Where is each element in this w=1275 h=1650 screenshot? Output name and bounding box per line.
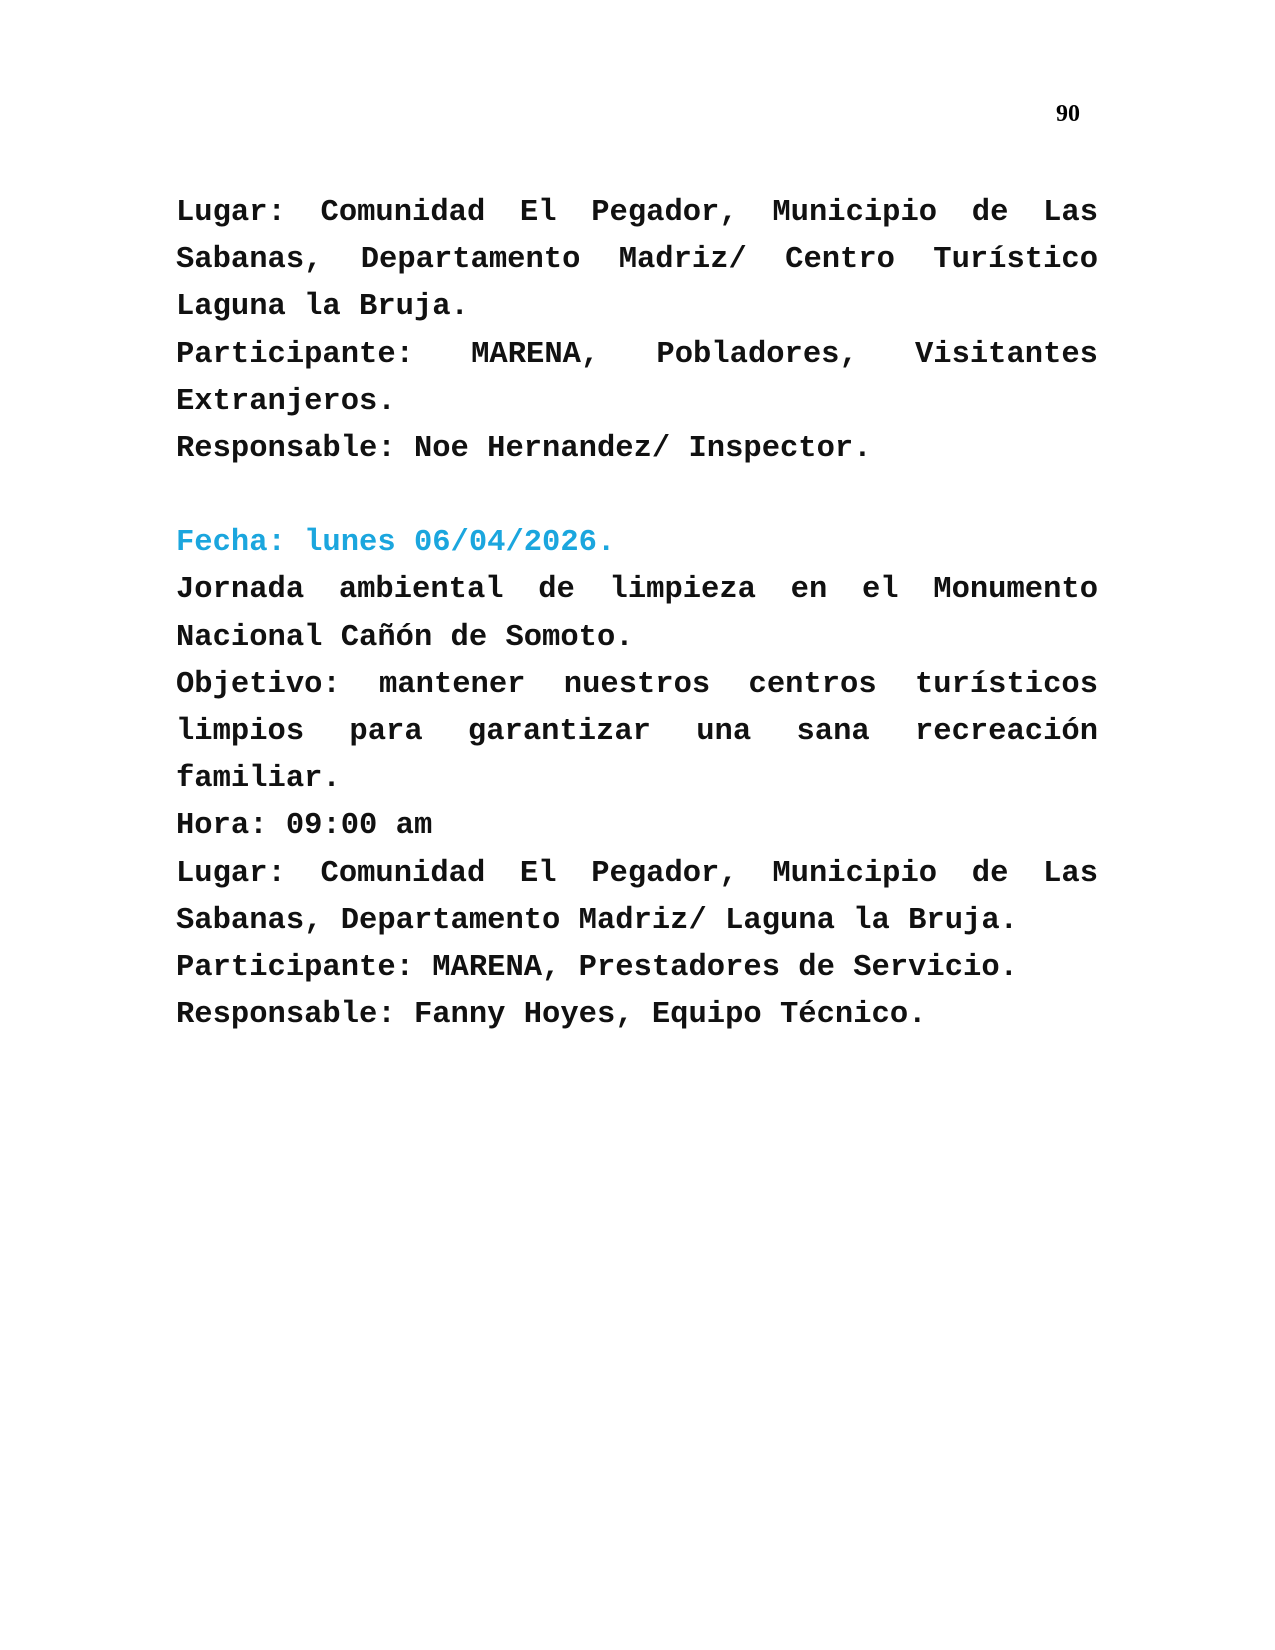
date-heading: Fecha: lunes 06/04/2026. <box>176 526 616 561</box>
objective-text: Objetivo: mantener nuestros centros turísticos limpios para garantizar una sana recreación familiar. <box>176 667 1098 797</box>
activity-title: Jornada ambiental de limpieza en el Monumento Nacional Cañón de Somoto. <box>176 573 1098 655</box>
participants-text: Participante: MARENA, Prestadores de Servicio. <box>176 951 1018 986</box>
activity-block-previous <box>176 190 1098 473</box>
time-text: Hora: 09:00 am <box>176 809 433 844</box>
document-body <box>176 190 1098 1039</box>
responsible-text: Responsable: Noe Hernandez/ Inspector. <box>176 432 872 467</box>
participants-text: Participante: MARENA, Pobladores, Visitantes Extranjeros. <box>176 337 1098 419</box>
section-spacer <box>176 473 1098 520</box>
location-text: Lugar: Comunidad El Pegador, Municipio de Las Sabanas, Departamento Madriz/ Laguna la Bruja. <box>176 856 1098 938</box>
activity-block-2026-04-06 <box>176 520 1098 1039</box>
page-number: 90 <box>1056 101 1080 127</box>
responsible-text: Responsable: Fanny Hoyes, Equipo Técnico. <box>176 998 927 1033</box>
location-text: Lugar: Comunidad El Pegador, Municipio de Las Sabanas, Departamento Madriz/ Centro Turístico Laguna la Bruja. <box>176 196 1098 325</box>
